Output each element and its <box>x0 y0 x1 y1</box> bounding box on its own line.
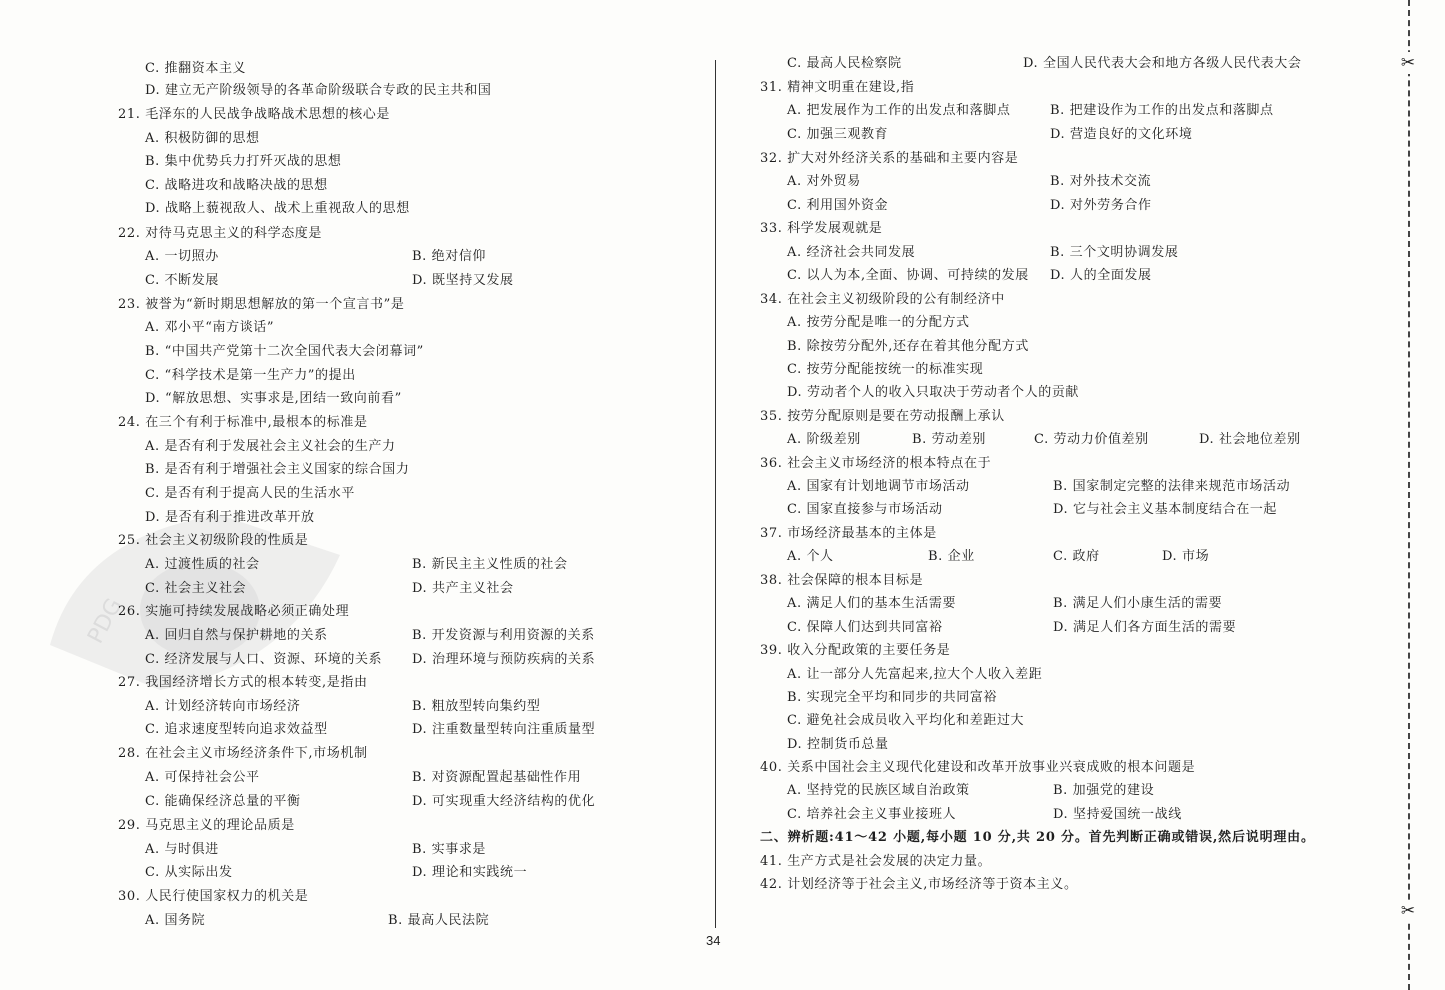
question-line: A. 阶级差别 <box>787 432 861 447</box>
question-line: B. 集中优势兵力打歼灭战的思想 <box>145 154 342 169</box>
question-line: B. 绝对信仰 <box>412 249 487 264</box>
question-line: C. 保障人们达到共同富裕 <box>787 620 943 635</box>
question-line: B. 企业 <box>928 549 975 564</box>
question-line: 24. 在三个有利于标准中,最根本的标准是 <box>118 415 368 430</box>
question-line: B. 对资源配置起基础性作用 <box>412 770 582 785</box>
question-line: C. 推翻资本主义 <box>145 61 247 76</box>
question-line: A. 坚持党的民族区域自治政策 <box>787 783 970 798</box>
question-line: B. 是否有利于增强社会主义国家的综合国力 <box>145 462 410 477</box>
question-line: 33. 科学发展观就是 <box>760 221 883 236</box>
question-line: A. 国家有计划地调节市场活动 <box>787 479 970 494</box>
question-line: A. 一切照办 <box>145 249 219 264</box>
question-line: C. 培养社会主义事业接班人 <box>787 807 957 822</box>
question-line: A. 与时俱进 <box>145 842 219 857</box>
question-line: A. 让一部分人先富起来,拉大个人收入差距 <box>787 667 1043 682</box>
question-line: A. 邓小平“南方谈话” <box>145 320 275 335</box>
question-line: B. 最高人民法院 <box>388 913 490 928</box>
question-line: 38. 社会保障的根本目标是 <box>760 573 924 588</box>
question-line: 30. 人民行使国家权力的机关是 <box>118 889 309 904</box>
question-line: D. 战略上藐视敌人、战术上重视敌人的思想 <box>145 201 410 216</box>
question-line: D. 劳动者个人的收入只取决于劳动者个人的贡献 <box>787 385 1080 400</box>
question-line: C. 从实际出发 <box>145 865 233 880</box>
question-line: A. 积极防御的思想 <box>145 131 260 146</box>
question-line: 37. 市场经济最基本的主体是 <box>760 526 937 541</box>
question-line: C. 经济发展与人口、资源、环境的关系 <box>145 652 383 667</box>
question-line: B. 满足人们小康生活的需要 <box>1053 596 1223 611</box>
question-line: D. 理论和实践统一 <box>412 865 528 880</box>
question-line: D. 控制货币总量 <box>787 737 889 752</box>
question-line: D. 注重数量型转向注重质量型 <box>412 722 596 737</box>
question-line: D. 对外劳务合作 <box>1050 198 1152 213</box>
scissors-icon: ✂ <box>1398 52 1418 74</box>
question-line: C. 利用国外资金 <box>787 198 889 213</box>
question-line: B. 实事求是 <box>412 842 487 857</box>
question-line: 31. 精神文明重在建设,指 <box>760 80 915 95</box>
question-line: C. 战略进攻和战略决战的思想 <box>145 178 328 193</box>
question-line: D. 满足人们各方面生活的需要 <box>1053 620 1237 635</box>
question-line: C. 国家直接参与市场活动 <box>787 502 943 517</box>
question-line: B. “中国共产党第十二次全国代表大会闭幕词” <box>145 344 424 359</box>
question-line: C. 追求速度型转向追求效益型 <box>145 722 328 737</box>
question-line: D. 社会地位差别 <box>1199 432 1301 447</box>
cut-line <box>1408 0 1410 990</box>
question-line: B. 三个文明协调发展 <box>1050 245 1179 260</box>
question-line: 21. 毛泽东的人民战争战略战术思想的核心是 <box>118 107 391 122</box>
question-line: C. 是否有利于提高人民的生活水平 <box>145 486 355 501</box>
question-line: B. 开发资源与利用资源的关系 <box>412 628 595 643</box>
question-line: D. 既坚持又发展 <box>412 273 514 288</box>
question-line: C. 以人为本,全面、协调、可持续的发展 <box>787 268 1029 283</box>
question-line: C. 政府 <box>1053 549 1100 564</box>
scissors-icon: ✂ <box>1398 900 1418 922</box>
page-number: 34 <box>706 933 721 948</box>
question-line: 35. 按劳分配原则是要在劳动报酬上承认 <box>760 409 1005 424</box>
question-line: D. 坚持爱国统一战线 <box>1053 807 1182 822</box>
question-line: B. 劳动差别 <box>912 432 987 447</box>
question-line: D. “解放思想、实事求是,团结一致向前看” <box>145 391 402 406</box>
question-line: C. 能确保经济总量的平衡 <box>145 794 301 809</box>
question-line: D. 治理环境与预防疾病的关系 <box>412 652 596 667</box>
question-line: B. 粗放型转向集约型 <box>412 699 541 714</box>
question-line: A. 满足人们的基本生活需要 <box>787 596 957 611</box>
question-line: 36. 社会主义市场经济的根本特点在于 <box>760 456 992 471</box>
question-line: 42. 计划经济等于社会主义,市场经济等于资本主义。 <box>760 877 1078 892</box>
question-line: A. 个人 <box>787 549 834 564</box>
question-line: D. 共产主义社会 <box>412 581 514 596</box>
section-heading: 二、辨析题:41～42 小题,每小题 10 分,共 20 分。首先判断正确或错误,然后说明理由。 <box>760 830 1315 845</box>
question-line: D. 建立无产阶级领导的各革命阶级联合专政的民主共和国 <box>145 83 492 98</box>
question-line: B. 实现完全平均和同步的共同富裕 <box>787 690 998 705</box>
question-line: A. 过渡性质的社会 <box>145 557 260 572</box>
question-line: 34. 在社会主义初级阶段的公有制经济中 <box>760 292 1005 307</box>
question-line: A. 计划经济转向市场经济 <box>145 699 301 714</box>
question-line: C. 加强三观教育 <box>787 127 889 142</box>
question-line: B. 国家制定完整的法律来规范市场活动 <box>1053 479 1291 494</box>
question-line: D. 是否有利于推进改革开放 <box>145 510 315 525</box>
question-line: A. 可保持社会公平 <box>145 770 260 785</box>
watermark-text: PDG <box>83 594 128 648</box>
question-line: A. 回归自然与保护耕地的关系 <box>145 628 328 643</box>
question-line: A. 经济社会共同发展 <box>787 245 916 260</box>
question-line: A. 是否有利于发展社会主义社会的生产力 <box>145 439 396 454</box>
column-divider <box>715 60 716 928</box>
question-line: C. 避免社会成员收入平均化和差距过大 <box>787 713 1025 728</box>
question-line: C. 不断发展 <box>145 273 219 288</box>
question-line: A. 对外贸易 <box>787 174 861 189</box>
question-line: D. 人的全面发展 <box>1050 268 1152 283</box>
question-line: 26. 实施可持续发展战略必须正确处理 <box>118 604 350 619</box>
question-line: B. 对外技术交流 <box>1050 174 1152 189</box>
question-line: D. 市场 <box>1162 549 1210 564</box>
question-line: 22. 对待马克思主义的科学态度是 <box>118 226 323 241</box>
question-line: A. 国务院 <box>145 913 206 928</box>
question-line: 28. 在社会主义市场经济条件下,市场机制 <box>118 746 368 761</box>
question-line: D. 它与社会主义基本制度结合在一起 <box>1053 502 1278 517</box>
question-line: C. 按劳分配能按统一的标准实现 <box>787 362 984 377</box>
question-line: D. 可实现重大经济结构的优化 <box>412 794 596 809</box>
question-line: 40. 关系中国社会主义现代化建设和改革开放事业兴衰成败的根本问题是 <box>760 760 1196 775</box>
question-line: B. 加强党的建设 <box>1053 783 1155 798</box>
question-line: 23. 被誉为“新时期思想解放的第一个宣言书”是 <box>118 297 405 312</box>
question-line: 32. 扩大对外经济关系的基础和主要内容是 <box>760 151 1019 166</box>
question-line: C. “科学技术是第一生产力”的提出 <box>145 368 356 383</box>
question-line: B. 把建设作为工作的出发点和落脚点 <box>1050 103 1274 118</box>
question-line: 27. 我国经济增长方式的根本转变,是指由 <box>118 675 368 690</box>
question-line: A. 把发展作为工作的出发点和落脚点 <box>787 103 1011 118</box>
question-line: D. 全国人民代表大会和地方各级人民代表大会 <box>1023 56 1302 71</box>
question-line: A. 按劳分配是唯一的分配方式 <box>787 315 970 330</box>
question-line: C. 社会主义社会 <box>145 581 247 596</box>
question-line: 41. 生产方式是社会发展的决定力量。 <box>760 854 992 869</box>
question-line: 39. 收入分配政策的主要任务是 <box>760 643 951 658</box>
question-line: 25. 社会主义初级阶段的性质是 <box>118 533 309 548</box>
question-line: B. 新民主主义性质的社会 <box>412 557 568 572</box>
question-line: C. 劳动力价值差别 <box>1034 432 1149 447</box>
question-line: 29. 马克思主义的理论品质是 <box>118 818 295 833</box>
question-line: B. 除按劳分配外,还存在着其他分配方式 <box>787 339 1029 354</box>
question-line: D. 营造良好的文化环境 <box>1050 127 1193 142</box>
question-line: C. 最高人民检察院 <box>787 56 902 71</box>
